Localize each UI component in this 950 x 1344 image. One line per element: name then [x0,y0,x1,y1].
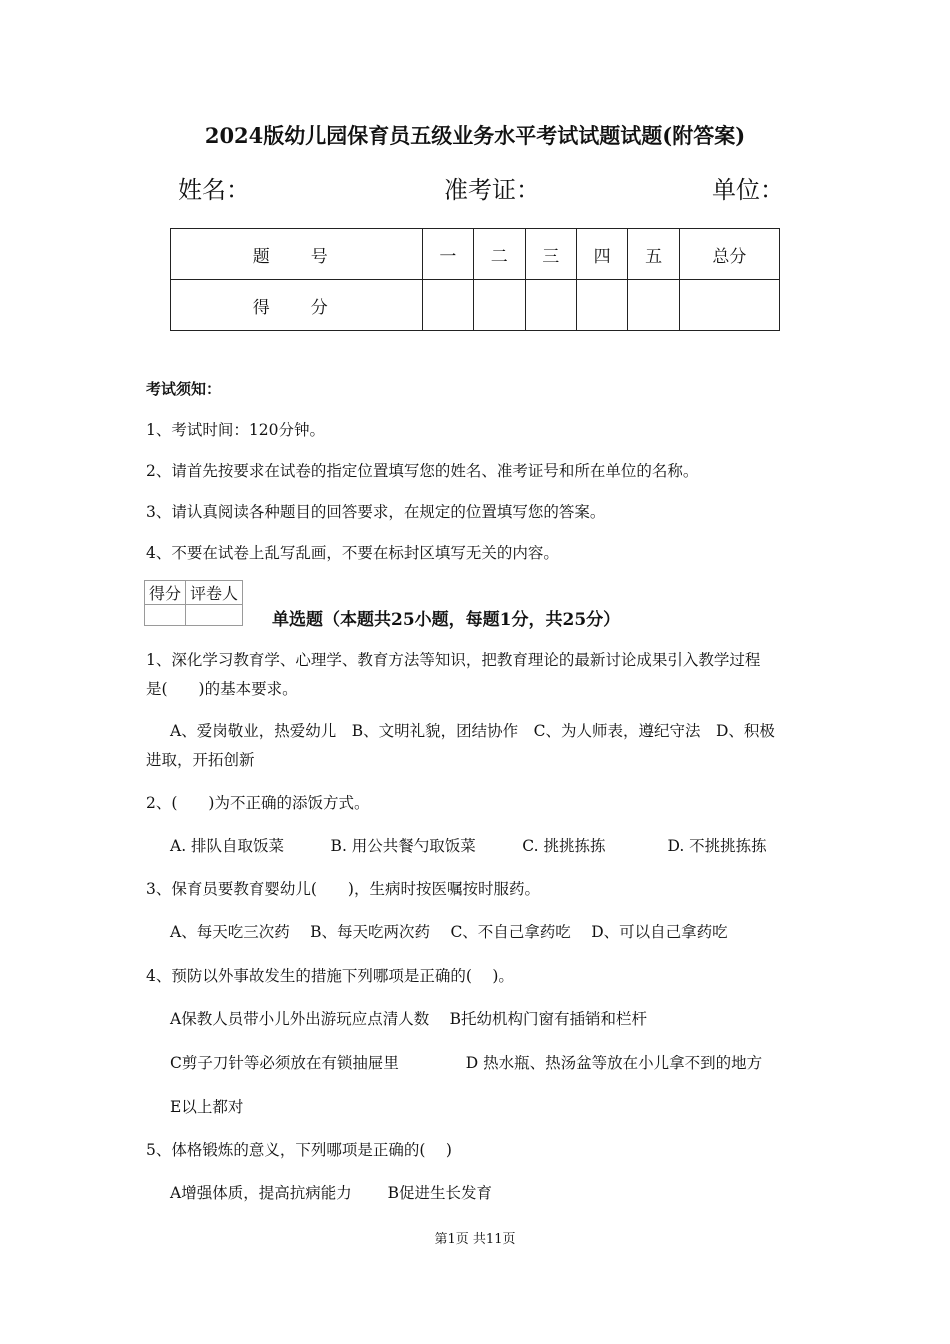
question-3-options: A、每天吃三次药 B、每天吃两次药 C、不自己拿药吃 D、可以自己拿药吃 [170,923,728,941]
question-2-options: A. 排队自取饭菜 B. 用公共餐勺取饭菜 C. 挑挑拣拣 D. 不挑挑拣拣 [170,837,767,855]
question-4-options-ab: A保教人员带小儿外出游玩应点清人数 B托幼机构门窗有插销和栏杆 [170,1010,648,1028]
name-field-label: 姓名： [178,176,250,204]
score-table-header-cell: 三 [525,229,576,280]
score-cell[interactable] [628,280,679,331]
grader-score-cell[interactable] [145,605,186,626]
score-table-header-cell: 总分 [679,229,779,280]
score-table-header-cell: 一 [422,229,473,280]
score-table-score-row [171,280,780,331]
score-cell[interactable] [422,280,473,331]
notice-item: 3、请认真阅读各种题目的回答要求，在规定的位置填写您的答案。 [146,503,606,521]
score-cell[interactable] [679,280,779,331]
question-5: 5、体格锻炼的意义，下列哪项是正确的( ) [146,1141,452,1159]
score-table-header-row [171,229,780,280]
score-table-header-cell: 题 号 [171,229,423,280]
question-3: 3、保育员要教育婴幼儿( )，生病时按医嘱按时服药。 [146,880,540,898]
question-1-options-line-1: A、爱岗敬业，热爱幼儿 B、文明礼貌，团结协作 C、为人师表，遵纪守法 D、积极 [170,722,775,740]
notice-heading: 考试须知： [146,380,222,398]
question-4-option-e: E以上都对 [170,1098,244,1116]
score-cell[interactable] [525,280,576,331]
grader-score-label: 得分 [145,581,186,605]
unit-field-label: 单位： [712,176,784,204]
score-cell[interactable] [474,280,525,331]
notice-item: 1、考试时间：120分钟。 [146,421,325,439]
question-1-line-1: 1、深化学习教育学、心理学、教育方法等知识，把教育理论的最新讨论成果引入教学过程 [146,651,761,669]
question-5-options: A增强体质，提高抗病能力 B促进生长发育 [170,1184,493,1202]
notice-item: 2、请首先按要求在试卷的指定位置填写您的姓名、准考证号和所在单位的名称。 [146,462,699,480]
section-title: 单选题（本题共25小题，每题1分，共25分） [272,610,621,630]
score-table-header-cell: 二 [474,229,525,280]
exam-id-field-label: 准考证： [444,176,540,204]
question-1-line-2: 是( )的基本要求。 [146,680,298,698]
score-cell[interactable] [576,280,627,331]
question-1-options-line-2: 进取，开拓创新 [146,751,255,769]
grader-name-cell[interactable] [186,605,243,626]
notice-item: 4、不要在试卷上乱写乱画，不要在标封区填写无关的内容。 [146,544,559,562]
question-2: 2、( )为不正确的添饭方式。 [146,794,370,812]
grader-name-label: 评卷人 [186,581,243,605]
question-4: 4、预防以外事故发生的措施下列哪项是正确的( )。 [146,967,514,985]
score-table-header-cell: 四 [576,229,627,280]
score-table [170,228,780,331]
exam-title: 2024版幼儿园保育员五级业务水平考试试题试题(附答案) [204,123,746,148]
score-table-header-cell: 五 [628,229,679,280]
grader-box [144,580,243,626]
score-row-label: 得 分 [171,280,423,331]
page-number: 第1页 共11页 [434,1232,516,1247]
question-4-options-cd: C剪子刀针等必须放在有锁抽屉里 D 热水瓶、热汤盆等放在小儿拿不到的地方 [170,1054,763,1072]
